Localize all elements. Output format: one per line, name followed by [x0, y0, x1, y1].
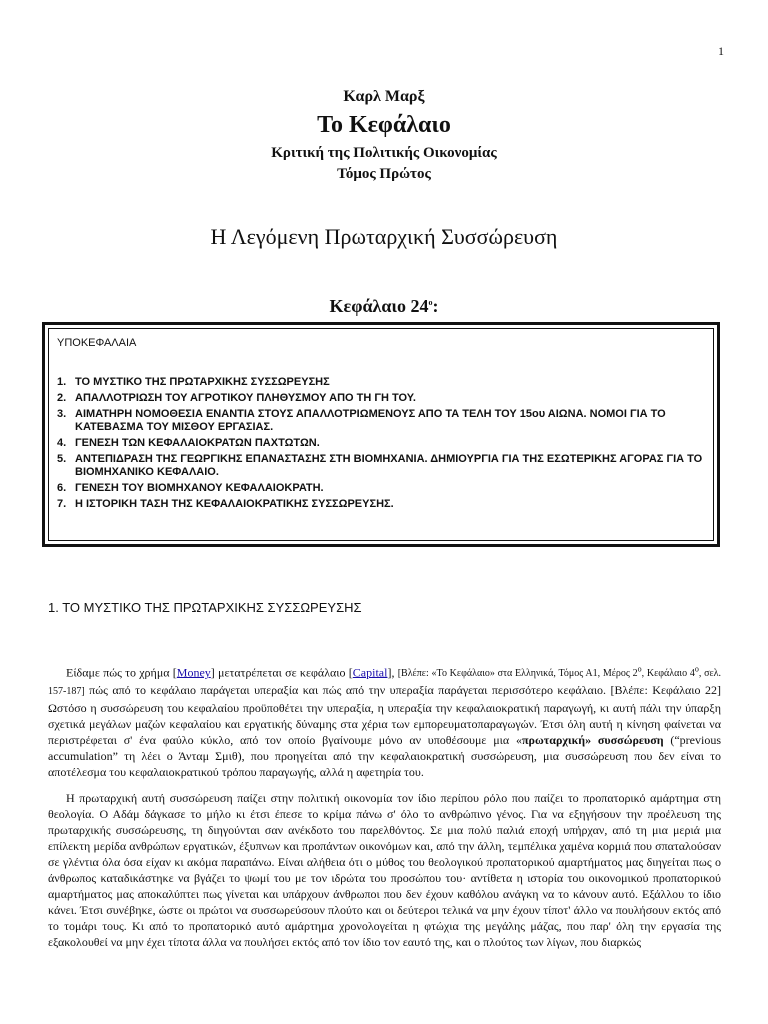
reference-note-sup-a: ο [637, 665, 642, 674]
toc-item-number: 7. [57, 498, 67, 510]
paragraph-1-text-c: ], [387, 665, 398, 680]
toc-item[interactable] [57, 482, 703, 495]
toc-item-number: 1. [57, 376, 67, 388]
author: Καρλ Μαρξ [343, 88, 425, 105]
paragraph-1-text-d: πώς από το κεφάλαιο παράγεται υπεραξία και πώς από την υπεραξία παράγεται περισσότερο κεφάλαιο. [Βλέπε: Κεφάλαιο 22] Ωστόσο η συσσώρευση του κεφαλαίου προϋποθέτει την υπεραξία, η υπεραξία την κεφαλαιοκρατική παραγωγή, κι αυτή πάλι την ύπαρξη σχετικά μεγάλων μαζών κεφαλαίου και εργατικής δύναμης στα χέρια των εμπορευματοπαραγωγών. Έτσι όλη αυτή η κίνηση φαίνεται να περιστρέφεται σ' ένα φαύλο κύκλο, από τον οποίο βγαίνουμε μόνο αν υποθέσουμε μια « [48, 683, 721, 748]
toc-list [57, 376, 703, 511]
toc-item[interactable] [57, 453, 703, 479]
toc-box [42, 322, 720, 547]
page-number: 1 [718, 44, 724, 58]
reference-note-sup-b: ο [694, 665, 699, 674]
toc-item[interactable] [57, 408, 703, 434]
section-title: 1. ΤΟ ΜΥΣΤΙΚΟ ΤΗΣ ΠΡΩΤΑΡΧΙΚΗΣ ΣΥΣΣΩΡΕΥΣΗΣ [48, 600, 362, 615]
toc-item-text: ΓΕΝΕΣΗ ΤΟΥ ΒΙΟΜΗΧΑΝΟΥ ΚΕΦΑΛΑΙΟΚΡΑΤΗ. [75, 482, 324, 494]
toc-item-text: Η ΙΣΤΟΡΙΚΗ ΤΑΣΗ ΤΗΣ ΚΕΦΑΛΑΙΟΚΡΑΤΙΚΗΣ ΣΥΣΣΩΡΕΥΣΗΣ. [75, 498, 394, 510]
money-link[interactable]: Money [176, 665, 211, 680]
toc-item-number: 3. [57, 408, 67, 420]
book-title: Το Κεφάλαιο [317, 112, 451, 138]
chapter-heading-sup: ο [428, 298, 433, 307]
toc-item[interactable] [57, 392, 703, 405]
body-text [48, 662, 721, 960]
paragraph-2: Η πρωταρχική αυτή συσσώρευση παίζει στην πολιτική οικονομία τον ίδιο περίπου ρόλο που παίζει το προπατορικό αμάρτημα στη θεολογία. Ο Αδάμ δάγκασε το μήλο κι έτσι έπεσε το κρίμα πάνω σ' όλο το ανθρώπινο γένος. Για να εξηγήσουν την προέλευση της πρωταρχικής συσσώρευσης, τη διηγούνται σαν ανέκδοτο του παρελθόντος. Σε μια πολύ παλιά εποχή υπήρχαν, από τη μια μεριά μια επίλεκτη μερίδα ανθρώπων εργατικών, έξυπνων και προπάντων οικονόμων και, από την άλλη, τεμπέλικα χαμένα κορμιά που σπαταλούσαν σε γλέντια όλα όσα είχαν κι ακόμα παραπάνω. Είναι αλήθεια ότι ο μύθος του θεολογικού προπατορικού αμαρτήματος μας διηγείται πως ο άνθρωπος καταδικάστηκε να βγάζει το ψωμί του με τον ιδρώτα του προσώπου του· αντίθετα η ιστορία του οικονομικού προπατορικού αμαρτήματος μας αποκαλύπτει πως γίνεται και υπάρχουν άνθρωποι που δεν έχουν καθόλου ανάγκη να το κάνουν αυτό. Εξάλλου το ίδιο κάνει. Έτσι συνέβηκε, ώστε οι πρώτοι να συσσωρεύσουν πλούτο και οι δεύτεροι τελικά να μην έχουν τίποτ' άλλο να πουλήσουν εκτός από το τομάρι τους. Κι από το προπατορικό αυτό αμάρτημα χρονολογείται η φτώχια της μεγάλης μάζας, που παρ' όλη την εργασία της εξακολουθεί να μην έχει τίποτα άλλα να πουλήσει εκτός από τον ίδιο τον εαυτό της, και ο πλούτος των λίγων, που διαρκώς [48, 791, 721, 950]
paragraph-1-text-a: Είδαμε πώς το χρήμα [ [66, 665, 177, 680]
toc-item-number: 4. [57, 437, 67, 449]
toc-item-text: ΤΟ ΜΥΣΤΙΚΟ ΤΗΣ ΠΡΩΤΑΡΧΙΚΗΣ ΣΥΣΣΩΡΕΥΣΗΣ [75, 376, 330, 388]
toc-item-text: ΑΙΜΑΤΗΡΗ ΝΟΜΟΘΕΣΙΑ ΕΝΑΝΤΙΑ ΣΤΟΥΣ ΑΠΑΛΛΟΤΡΙΩΜΕΝΟΥΣ ΑΠΟ ΤΑ ΤΕΛΗ ΤΟΥ 15ου ΑΙΩΝΑ. ΝΟΜΟΙ ΓΙΑ ΤΟ ΚΑΤΕΒΑΣΜΑ ΤΟΥ ΜΙΣΘΟΥ ΕΡΓΑΣΙΑΣ. [75, 408, 666, 433]
reference-note-text-c: , σελ. 157-187] [48, 668, 722, 698]
reference-note-text-a: [Βλέπε: «Το Κεφάλαιο» στα Ελληνικά, Τόμος Α1, Μέρος 2 [397, 668, 638, 680]
paragraph-1-text-e: (“previous accumulation” τη λέει ο Άνταμ Σμιθ), που προηγείται από την κεφαλαιοκρατική συσσώρευση, μια συσσώρευση που δεν είναι το αποτέλεσμα του κεφαλαιοκρατικού τρόπου παραγωγής, αλλά η αφετηρία του. [48, 733, 722, 780]
chapter-heading [0, 296, 768, 317]
chapter-heading-text: Κεφάλαιο 24 [329, 296, 429, 316]
toc-item-number: 5. [57, 453, 67, 465]
toc-item[interactable] [57, 376, 703, 389]
toc-item-text: ΑΠΑΛΛΟΤΡΙΩΣΗ ΤΟΥ ΑΓΡΟΤΙΚΟΥ ΠΛΗΘΥΣΜΟΥ ΑΠΟ ΤΗ ΓΗ ΤΟΥ. [75, 392, 416, 404]
title-block [0, 88, 768, 183]
capital-link[interactable]: Capital [352, 665, 388, 680]
book-volume: Τόμος Πρώτος [337, 166, 431, 182]
reference-note-text-b: , Κεφάλαιο 4 [641, 668, 695, 680]
toc-item-text: ΓΕΝΕΣΗ ΤΩΝ ΚΕΦΑΛΑΙΟΚΡΑΤΩΝ ΠΑΧΤΩΤΩΝ. [75, 437, 320, 449]
toc-inner [48, 328, 714, 541]
primitive-accumulation-term: πρωταρχική» συσσώρευση [521, 733, 664, 748]
toc-item[interactable] [57, 437, 703, 450]
chapter-heading-suffix: : [432, 296, 439, 316]
toc-item-number: 2. [57, 392, 67, 404]
paragraph-1 [48, 662, 721, 780]
toc-heading: ΥΠΟΚΕΦΑΛΑΙΑ [57, 337, 137, 349]
toc-item-number: 6. [57, 482, 67, 494]
section-heading: Η Λεγόμενη Πρωταρχική Συσσώρευση [210, 224, 558, 249]
book-subtitle: Κριτική της Πολιτικής Οικονομίας [271, 145, 497, 161]
paragraph-1-text-b: ] μετατρέπεται σε κεφάλαιο [ [210, 665, 353, 680]
toc-item[interactable] [57, 498, 703, 511]
toc-item-text: ΑΝΤΕΠΙΔΡΑΣΗ ΤΗΣ ΓΕΩΡΓΙΚΗΣ ΕΠΑΝΑΣΤΑΣΗΣ ΣΤΗ ΒΙΟΜΗΧΑΝΙΑ. ΔΗΜΙΟΥΡΓΙΑ ΓΙΑ ΤΗΣ ΕΣΩΤΕΡΙΚΗΣ ΑΓΟΡΑΣ ΓΙΑ ΤΟ ΒΙΟΜΗΧΑΝΙΚΟ ΚΕΦΑΛΑΙΟ. [75, 453, 703, 478]
